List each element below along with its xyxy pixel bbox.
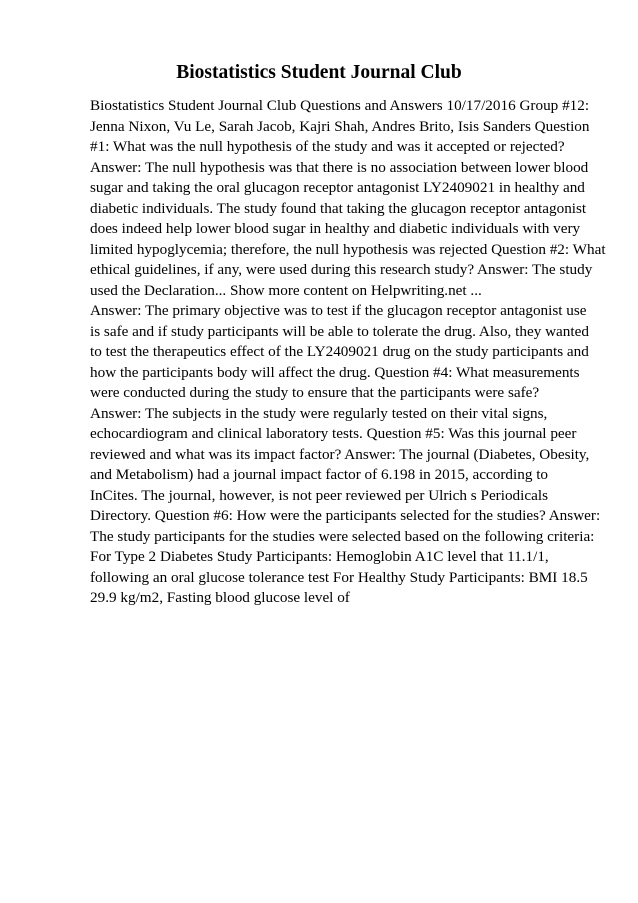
body-line: #1: What was the null hypothesis of the study and was it accepted or rejected? — [90, 138, 565, 155]
body-line: does indeed help lower blood sugar in healthy and diabetic individuals with very — [90, 220, 581, 237]
body-line: Jenna Nixon, Vu Le, Sarah Jacob, Kajri Shah, Andres Brito, Isis Sanders Question — [90, 117, 590, 135]
body-line: sugar and taking the oral glucagon receptor antagonist LY2409021 in healthy and — [90, 179, 585, 196]
document-title: Biostatistics Student Journal Club — [176, 62, 462, 83]
body-line: were conducted during the study to ensure that the participants were safe? — [90, 384, 540, 401]
document-body — [90, 96, 606, 609]
body-line: For Type 2 Diabetes Study Participants: Hemoglobin A1C level that 11.1/1, — [90, 548, 549, 565]
body-line: ethical guidelines, if any, were used during this research study? Answer: The study — [90, 261, 593, 278]
body-line: is safe and if study participants will be able to tolerate the drug. Also, they wanted — [90, 322, 589, 340]
body-line: The study participants for the studies were selected based on the following criteria: — [90, 527, 595, 545]
body-line: diabetic individuals. The study found that taking the glucagon receptor antagonist — [90, 199, 587, 217]
body-line: InCites. The journal, however, is not peer reviewed per Ulrich s Periodicals — [90, 486, 548, 504]
body-line: Answer: The subjects in the study were regularly tested on their vital signs, — [90, 404, 548, 422]
body-line: to test the therapeutics effect of the LY2409021 drug on the study participants and — [90, 343, 589, 360]
body-line: limited hypoglycemia; therefore, the null hypothesis was rejected Question #2: What — [90, 240, 606, 258]
body-line: Directory. Question #6: How were the participants selected for the studies? Answer: — [90, 507, 601, 524]
body-line: Biostatistics Student Journal Club Questions and Answers 10/17/2016 Group #12: — [90, 97, 590, 114]
body-line: following an oral glucose tolerance test For Healthy Study Participants: BMI 18.5 — [90, 568, 588, 586]
body-line: reviewed and what was its impact factor? Answer: The journal (Diabetes, Obesity, — [90, 445, 590, 463]
body-line: 29.9 kg/m2, Fasting blood glucose level of — [90, 589, 350, 606]
body-line: how the participants body will affect the drug. Question #4: What measurements — [90, 363, 580, 381]
body-line: used the Declaration... Show more content on Helpwriting.net ... — [90, 281, 482, 299]
body-line: echocardiogram and clinical laboratory tests. Question #5: Was this journal peer — [90, 425, 577, 442]
body-line: Answer: The null hypothesis was that there is no association between lower blood — [90, 158, 589, 176]
body-line: Answer: The primary objective was to test if the glucagon receptor antagonist use — [90, 302, 587, 319]
body-line: and Metabolism) had a journal impact factor of 6.198 in 2015, according to — [90, 466, 549, 483]
